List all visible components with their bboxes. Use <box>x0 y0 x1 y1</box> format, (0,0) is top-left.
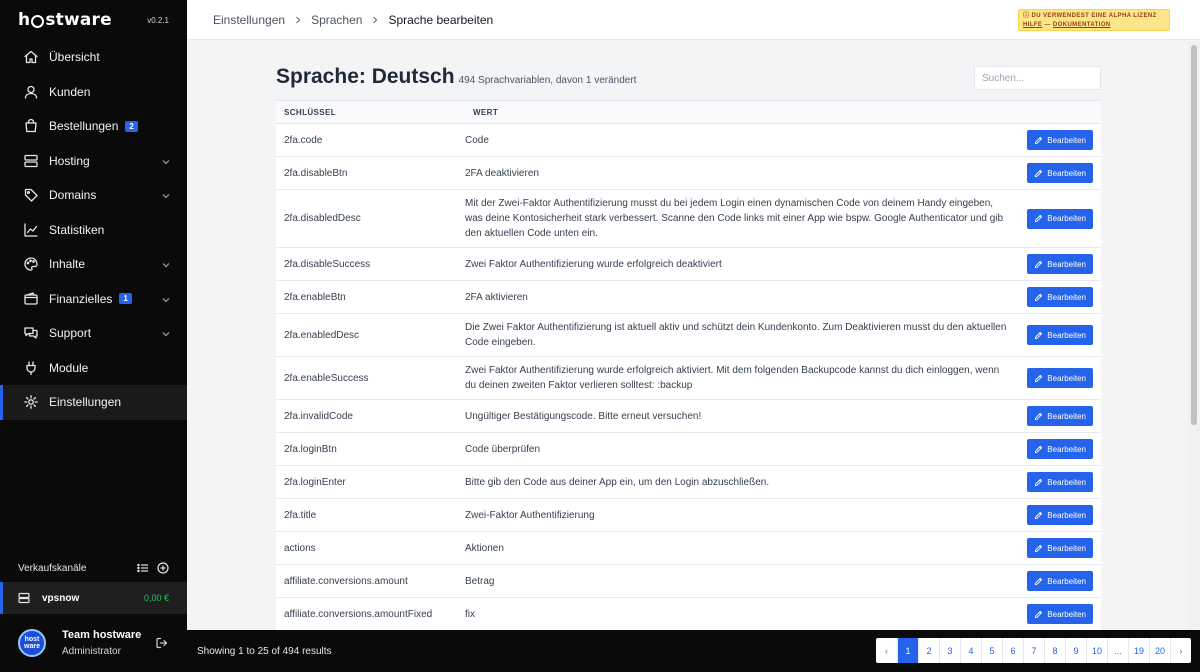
chevron-down-icon[interactable] <box>161 294 171 304</box>
row-value: Zwei-Faktor Authentifizierung <box>465 499 1019 532</box>
info-circle-icon: ⓘ <box>1023 13 1030 19</box>
page-5[interactable]: 5 <box>981 638 1002 663</box>
alpha-links <box>1023 21 1165 30</box>
table-row <box>276 466 1101 499</box>
row-key: 2fa.enableSuccess <box>276 357 465 400</box>
page-4[interactable]: 4 <box>960 638 981 663</box>
sidebar-item-label: Support <box>49 326 92 341</box>
row-actions <box>1019 433 1101 466</box>
docs-link[interactable]: DOKUMENTATION <box>1052 22 1111 28</box>
row-actions <box>1019 400 1101 433</box>
sidebar-nav <box>0 40 187 420</box>
row-value: fix <box>465 598 1019 631</box>
prev-page-button[interactable]: ‹ <box>884 645 888 656</box>
sidebar-item-label-wrap <box>49 223 171 237</box>
page-7[interactable]: 7 <box>1023 638 1044 663</box>
logo-text-h: h <box>18 10 31 30</box>
sidebar-item-label-wrap <box>49 154 161 168</box>
row-value: Die Zwei Faktor Authentifizierung ist aktuell aktiv und schützt dein Kundenkonto. Zum Deaktivieren musst du den aktuellen Code eingeben. <box>465 314 1019 357</box>
row-value: Code <box>465 124 1019 157</box>
row-value: Mit der Zwei-Faktor Authentifizierung musst du bei jedem Login einen dynamischen Code von deinem Handy eingeben, was deine Kontosicherheit stark verbessert. Scanne den Code links mit einer App wie bspw. Google Authenticator und gib den aktuellen Code unten ein. <box>465 190 1019 248</box>
home-icon <box>23 49 39 65</box>
edit-button-label: Bearbeiten <box>1047 135 1086 145</box>
alpha-license-notice <box>1018 9 1170 31</box>
edit-button-label: Bearbeiten <box>1047 543 1086 553</box>
edit-button[interactable] <box>1027 439 1093 459</box>
row-value: 2FA aktivieren <box>465 281 1019 314</box>
row-key: 2fa.enableBtn <box>276 281 465 314</box>
sidebar-item-inhalte[interactable] <box>0 247 187 282</box>
wallet-icon <box>23 291 39 307</box>
sidebar-item-label: Domains <box>49 188 97 203</box>
table-row <box>276 532 1101 565</box>
edit-button[interactable] <box>1027 368 1093 388</box>
language-table <box>276 100 1101 630</box>
page-10[interactable]: 10 <box>1086 638 1107 663</box>
pencil-icon <box>1034 136 1043 145</box>
sidebar-item-label-wrap <box>49 292 161 306</box>
edit-button-label: Bearbeiten <box>1047 330 1086 340</box>
chevron-down-icon[interactable] <box>161 328 171 338</box>
tag-icon <box>23 187 39 203</box>
logo-o-mark <box>31 15 44 28</box>
row-actions <box>1019 124 1101 157</box>
row-value: Bitte gib den Code aus deiner App ein, um den Login abzuschließen. <box>465 466 1019 499</box>
row-actions <box>1019 248 1101 281</box>
edit-button[interactable] <box>1027 604 1093 624</box>
row-actions <box>1019 598 1101 631</box>
results-summary: Showing 1 to 25 of 494 results <box>197 645 332 657</box>
sidebar-item-statistiken[interactable] <box>0 213 187 248</box>
page-6[interactable]: 6 <box>1002 638 1023 663</box>
row-value: Ungültiger Bestätigungscode. Bitte erneut versuchen! <box>465 400 1019 433</box>
sidebar-item-label: Übersicht <box>49 50 100 65</box>
table-row <box>276 248 1101 281</box>
table-row <box>276 499 1101 532</box>
row-key: 2fa.loginBtn <box>276 433 465 466</box>
row-actions <box>1019 499 1101 532</box>
edit-button-label: Bearbeiten <box>1047 259 1086 269</box>
logo-text: stware <box>45 10 112 30</box>
sidebar-item-label-wrap <box>49 361 171 375</box>
edit-button-label: Bearbeiten <box>1047 444 1086 454</box>
sidebar-item-label: Finanzielles <box>49 291 113 306</box>
chart-icon <box>23 222 39 238</box>
pencil-icon <box>1034 544 1043 553</box>
footer <box>187 630 1200 672</box>
sidebar-item-label-wrap <box>49 188 161 202</box>
row-key: affiliate.conversions.amountFixed <box>276 598 465 631</box>
sidebar-item-label: Hosting <box>49 153 90 168</box>
sidebar-item-finanzielles[interactable] <box>0 282 187 317</box>
sales-channels-label: Verkaufskanäle <box>18 562 87 574</box>
row-actions <box>1019 532 1101 565</box>
pencil-icon <box>1034 610 1043 619</box>
pencil-icon <box>1034 331 1043 340</box>
edit-button-label: Bearbeiten <box>1047 373 1086 383</box>
shopping-bag-icon <box>23 118 39 134</box>
scrollbar-thumb[interactable] <box>1191 45 1197 425</box>
pencil-icon <box>1034 478 1043 487</box>
row-actions <box>1019 357 1101 400</box>
pencil-icon <box>1034 293 1043 302</box>
edit-button-label: Bearbeiten <box>1047 609 1086 619</box>
page-8[interactable]: 8 <box>1044 638 1065 663</box>
edit-button-label: Bearbeiten <box>1047 510 1086 520</box>
edit-button-label: Bearbeiten <box>1047 214 1086 223</box>
sales-channel-item[interactable] <box>0 582 187 614</box>
breadcrumb-languages[interactable]: Sprachen <box>311 12 363 27</box>
page-20[interactable]: 20 <box>1149 638 1170 663</box>
page-19[interactable]: 19 <box>1128 638 1149 663</box>
table-row <box>276 565 1101 598</box>
pencil-icon <box>1034 511 1043 520</box>
user-info <box>62 629 155 657</box>
pagination <box>876 638 1191 663</box>
pencil-icon <box>1034 445 1043 454</box>
table-row <box>276 314 1101 357</box>
sidebar-item-label-wrap <box>49 119 171 133</box>
page-heading <box>276 65 636 89</box>
pencil-icon <box>1034 260 1043 269</box>
breadcrumb-settings[interactable]: Einstellungen <box>213 12 286 27</box>
table-row <box>276 157 1101 190</box>
sidebar-item-bestellungen[interactable] <box>0 109 187 144</box>
sidebar-item-label: Einstellungen <box>49 395 122 410</box>
page-1[interactable]: 1 <box>897 638 918 663</box>
sidebar-item-label: Statistiken <box>49 222 105 237</box>
row-actions <box>1019 281 1101 314</box>
user-icon <box>23 84 39 100</box>
row-value: 2FA deaktivieren <box>465 157 1019 190</box>
edit-button[interactable] <box>1027 538 1093 558</box>
sidebar-item-hosting[interactable] <box>0 144 187 179</box>
row-actions <box>1019 157 1101 190</box>
header-key: SCHLÜSSEL <box>276 101 465 124</box>
sidebar-item-support[interactable] <box>0 316 187 351</box>
edit-button[interactable] <box>1027 505 1093 525</box>
row-actions <box>1019 466 1101 499</box>
page-ellipsis: ... <box>1107 638 1128 663</box>
chevron-right-icon <box>294 16 302 24</box>
palette-icon <box>23 256 39 272</box>
row-actions <box>1019 565 1101 598</box>
pencil-icon <box>1034 214 1043 223</box>
row-key: 2fa.disableSuccess <box>276 248 465 281</box>
chevron-down-icon[interactable] <box>161 259 171 269</box>
sidebar-item-module[interactable] <box>0 351 187 386</box>
chevron-right-icon <box>371 16 379 24</box>
sidebar <box>0 0 187 672</box>
alpha-sep: — <box>1044 22 1051 28</box>
row-key: 2fa.enabledDesc <box>276 314 465 357</box>
list-icon[interactable] <box>137 562 149 574</box>
pencil-icon <box>1034 169 1043 178</box>
table-row <box>276 124 1101 157</box>
row-key: actions <box>276 532 465 565</box>
row-key: 2fa.title <box>276 499 465 532</box>
table-row <box>276 357 1101 400</box>
server-icon <box>23 153 39 169</box>
sidebar-item-übersicht[interactable] <box>0 40 187 75</box>
sidebar-item-label-wrap <box>49 50 171 64</box>
row-value: Betrag <box>465 565 1019 598</box>
edit-button[interactable] <box>1027 163 1093 183</box>
alpha-text: DU VERWENDEST EINE ALPHA LIZENZ <box>1031 13 1157 19</box>
search-input[interactable] <box>974 66 1101 90</box>
alpha-line <box>1023 12 1165 21</box>
sidebar-item-kunden[interactable] <box>0 75 187 110</box>
user-name: Team hostware <box>62 629 142 641</box>
row-value: Aktionen <box>465 532 1019 565</box>
row-key: affiliate.conversions.amount <box>276 565 465 598</box>
chat-icon <box>23 325 39 341</box>
next-page-button[interactable]: › <box>1170 638 1191 663</box>
edit-button-label: Bearbeiten <box>1047 411 1086 421</box>
sidebar-item-label-wrap <box>49 85 171 99</box>
topbar <box>187 0 1200 40</box>
chevron-down-icon[interactable] <box>161 190 171 200</box>
row-actions <box>1019 314 1101 357</box>
count-badge: 1 <box>119 293 131 304</box>
row-value: Code überprüfen <box>465 433 1019 466</box>
table-row <box>276 190 1101 248</box>
page-3[interactable]: 3 <box>939 638 960 663</box>
pencil-icon <box>1034 577 1043 586</box>
logout-icon[interactable] <box>155 636 169 650</box>
user-panel <box>0 614 187 672</box>
edit-button-label: Bearbeiten <box>1047 576 1086 586</box>
header-value: WERT <box>465 101 1019 124</box>
edit-button[interactable] <box>1027 472 1093 492</box>
channel-amount: 0,00 € <box>143 593 169 603</box>
chevron-down-icon[interactable] <box>161 156 171 166</box>
header-actions <box>1019 101 1101 124</box>
edit-button[interactable] <box>1027 571 1093 591</box>
user-role: Administrator <box>62 646 121 657</box>
sales-channels-header <box>0 556 187 580</box>
edit-button[interactable] <box>1027 209 1093 229</box>
sidebar-item-label: Inhalte <box>49 257 86 272</box>
edit-button-label: Bearbeiten <box>1047 168 1086 178</box>
sidebar-item-label-wrap <box>49 395 171 409</box>
pencil-icon <box>1034 412 1043 421</box>
row-key: 2fa.disabledDesc <box>276 190 465 248</box>
edit-button[interactable] <box>1027 325 1093 345</box>
page-9[interactable]: 9 <box>1065 638 1086 663</box>
edit-button-label: Bearbeiten <box>1047 477 1086 487</box>
page-2[interactable]: 2 <box>918 638 939 663</box>
sidebar-item-label-wrap <box>49 257 161 271</box>
breadcrumb-current: Sprache bearbeiten <box>388 12 494 27</box>
version-label: v0.2.1 <box>147 15 169 25</box>
table-row <box>276 281 1101 314</box>
plug-icon <box>23 360 39 376</box>
row-value: Zwei Faktor Authentifizierung wurde erfolgreich deaktiviert <box>465 248 1019 281</box>
row-value: Zwei Faktor Authentifizierung wurde erfolgreich aktiviert. Mit dem folgenden Backupcode kannst du dich einloggen, wenn du deinen zweiten Faktor verlieren solltest: :backup <box>465 357 1019 400</box>
edit-button[interactable] <box>1027 287 1093 307</box>
page-title: Sprache: Deutsch <box>276 65 455 88</box>
table-row <box>276 400 1101 433</box>
sidebar-item-domains[interactable] <box>0 178 187 213</box>
row-key: 2fa.invalidCode <box>276 400 465 433</box>
edit-button[interactable] <box>1027 130 1093 150</box>
table-row <box>276 433 1101 466</box>
pencil-icon <box>1034 374 1043 383</box>
count-badge: 2 <box>125 121 137 132</box>
add-circle-icon[interactable] <box>157 562 169 574</box>
help-link[interactable]: HILFE <box>1023 22 1043 28</box>
avatar-text-bottom: ware <box>24 643 40 650</box>
table-row <box>276 598 1101 631</box>
row-actions <box>1019 190 1101 248</box>
avatar[interactable] <box>18 629 46 657</box>
channel-name: vpsnow <box>42 592 80 604</box>
main-content <box>187 41 1188 630</box>
sidebar-item-label: Module <box>49 360 89 375</box>
table-header-row <box>276 101 1101 124</box>
edit-button[interactable] <box>1027 406 1093 426</box>
edit-button-label: Bearbeiten <box>1047 292 1086 302</box>
edit-button[interactable] <box>1027 254 1093 274</box>
logo[interactable] <box>18 10 112 30</box>
gear-icon <box>23 394 39 410</box>
sidebar-item-einstellungen[interactable] <box>0 385 187 420</box>
sidebar-item-label-wrap <box>49 326 161 340</box>
row-key: 2fa.disableBtn <box>276 157 465 190</box>
row-key: 2fa.loginEnter <box>276 466 465 499</box>
sidebar-item-label: Bestellungen <box>49 119 119 134</box>
avatar-text-top: host <box>24 636 40 643</box>
brand <box>0 0 187 40</box>
row-key: 2fa.code <box>276 124 465 157</box>
table-body <box>276 124 1101 631</box>
scrollbar[interactable] <box>1188 41 1200 630</box>
page-subtitle: 494 Sprachvariablen, davon 1 verändert <box>458 75 637 86</box>
sidebar-item-label: Kunden <box>49 84 91 99</box>
server-icon <box>18 592 30 604</box>
